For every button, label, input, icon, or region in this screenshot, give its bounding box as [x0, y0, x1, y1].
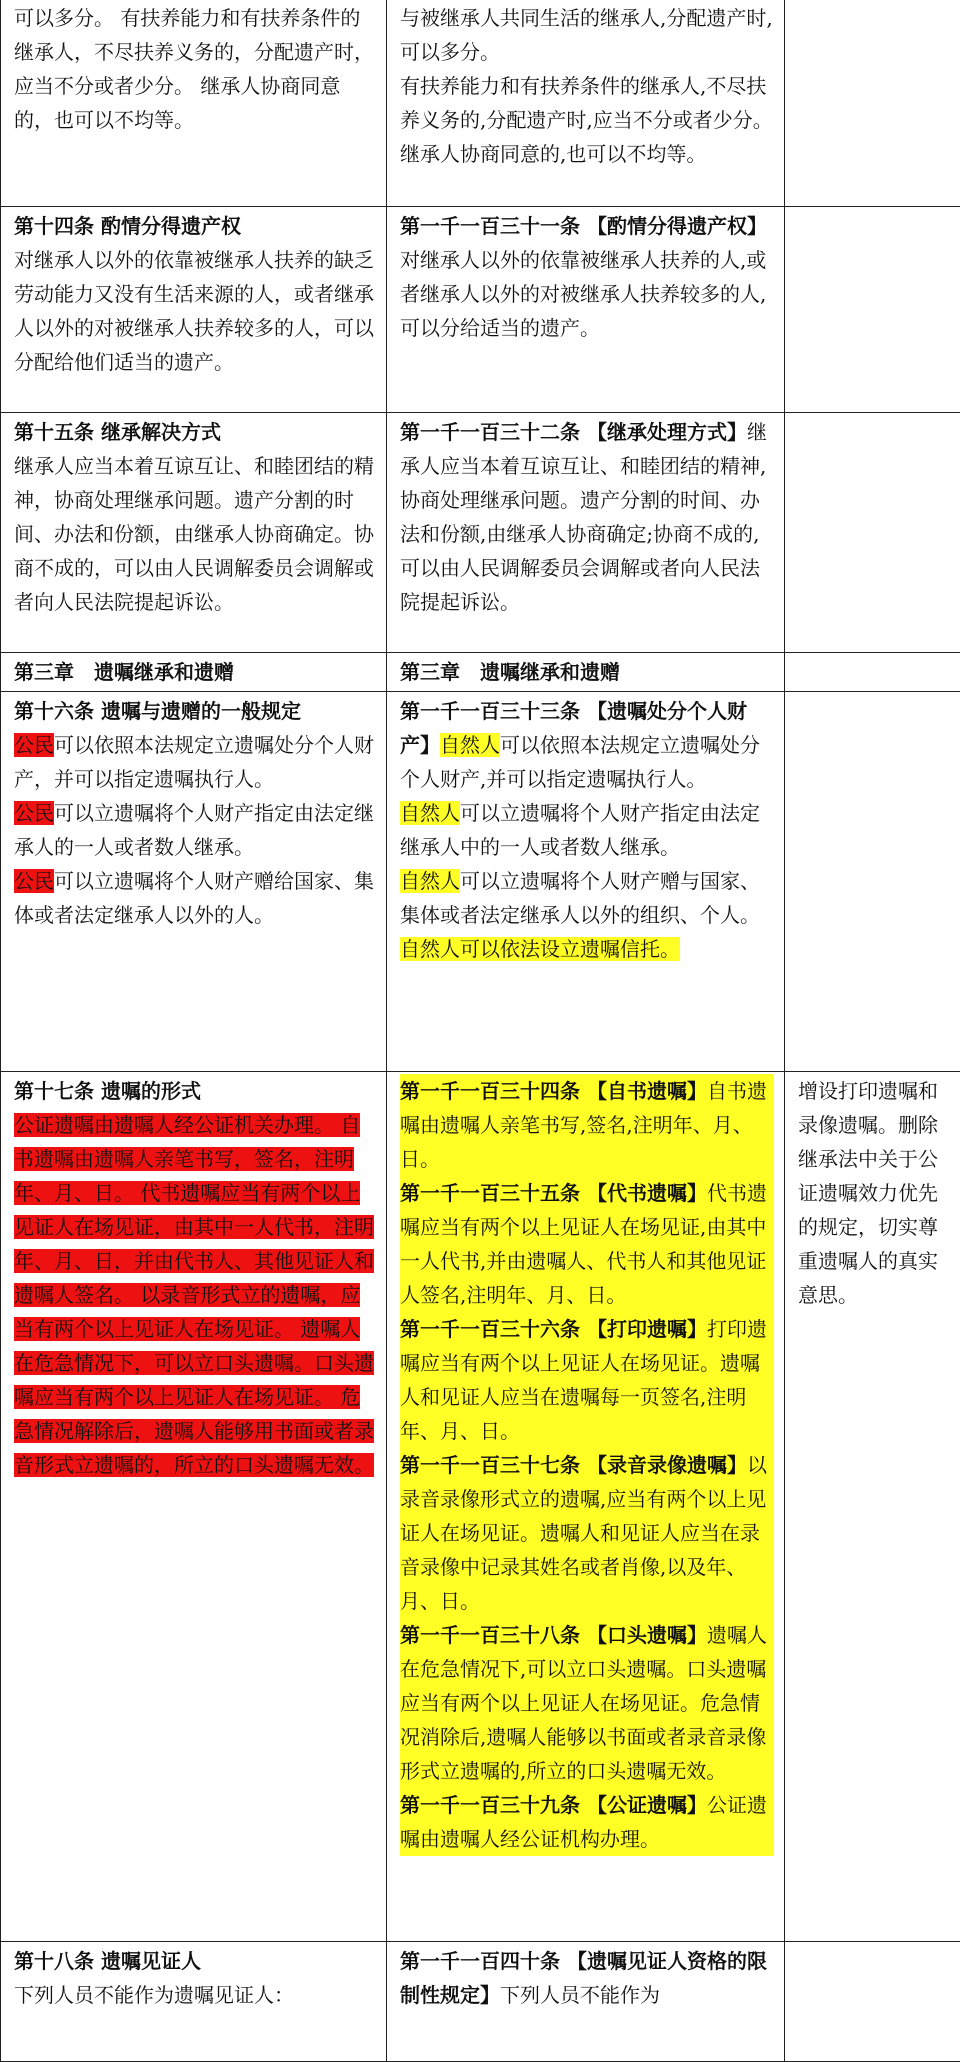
- article-title: 第一千一百三十四条 【自书遗嘱】: [400, 1079, 707, 1103]
- article-title: 第十七条 遗嘱的形式: [14, 1074, 376, 1108]
- text-span: 可以立遗嘱将个人财产赠给国家、集体或者法定继承人以外的人。: [14, 869, 374, 927]
- new-law-text: [400, 1788, 774, 1856]
- new-law-text: [400, 1944, 774, 2012]
- old-law-text: 继承人应当本着互谅互让、和睦团结的精神，协商处理继承问题。遗产分割的时间、办法和份额，由继承人协商确定。协商不成的，可以由人民调解委员会调解或者向人民法院提起诉讼。: [14, 449, 376, 619]
- new-law-cell: [387, 1942, 785, 2062]
- added-highlight: 自然人: [400, 801, 460, 825]
- old-law-cell: [1, 653, 387, 692]
- text-span: 可以依照本法规定立遗嘱处分个人财产，并可以指定遗嘱执行人。: [14, 733, 374, 791]
- chapter-title: 第三章 遗嘱继承和遗赠: [400, 660, 620, 684]
- chapter-title: 第三章 遗嘱继承和遗赠: [14, 660, 234, 684]
- deleted-highlight: 公民: [14, 733, 54, 757]
- article-title: 第一千一百三十二条 【继承处理方式】: [400, 420, 747, 444]
- note-cell: [785, 1942, 960, 2062]
- article-title: 第一千一百三十九条 【公证遗嘱】: [400, 1793, 707, 1817]
- note-cell: [785, 207, 960, 413]
- article-body: 继承人应当本着互谅互让、和睦团结的精神,协商处理继承问题。遗产分割的时间、办法和份额,由继承人协商确定;协商不成的,可以由人民调解委员会调解或者向人民法院提起诉讼。: [400, 420, 767, 614]
- old-law-cell: [1, 0, 387, 207]
- new-law-cell: [387, 1072, 785, 1942]
- article-body: 下列人员不能作为: [500, 1983, 660, 2007]
- article-body: 公证遗嘱由遗嘱人经公证机构办理。: [400, 1793, 767, 1851]
- deleted-highlight: 公民: [14, 869, 54, 893]
- article-body: 自书遗嘱由遗嘱人亲笔书写,签名,注明年、月、日。: [400, 1079, 767, 1171]
- new-law-text: [400, 1618, 774, 1788]
- article-title: 第十五条 继承解决方式: [14, 415, 376, 449]
- text-span: 可以立遗嘱将个人财产指定由法定继承人的一人或者数人继承。: [14, 801, 374, 859]
- article-title: 第一千一百三十三条 【遗嘱处分个人财产】: [400, 699, 747, 757]
- new-law-text: 继承人协商同意的,也可以不均等。: [400, 137, 774, 171]
- new-law-text: 有扶养能力和有扶养条件的继承人,不尽扶养义务的,分配遗产时,应当不分或者少分。: [400, 69, 774, 137]
- table-row: [1, 1072, 960, 1942]
- table-row: [1, 653, 960, 692]
- table-row: [1, 413, 960, 653]
- new-law-text: [400, 932, 774, 966]
- article-body: 打印遗嘱应当有两个以上见证人在场见证。遗嘱人和见证人应当在遗嘱每一页签名,注明年、月、日。: [400, 1317, 767, 1443]
- article-title: 第一千一百三十七条 【录音录像遗嘱】: [400, 1453, 747, 1477]
- added-highlight: 自然人可以依法设立遗嘱信托。: [400, 937, 680, 961]
- text-span: 可以立遗嘱将个人财产指定由法定继承人中的一人或者数人继承。: [400, 801, 760, 859]
- new-law-cell: [387, 653, 785, 692]
- article-title: 第十四条 酌情分得遗产权: [14, 209, 376, 243]
- note-cell: [785, 0, 960, 207]
- new-law-text: [400, 209, 774, 345]
- new-law-text: [400, 1176, 774, 1312]
- new-law-text: [400, 415, 774, 619]
- old-law-cell: [1, 692, 387, 1072]
- old-law-text: 对继承人以外的依靠被继承人扶养的缺乏劳动能力又没有生活来源的人，或者继承人以外的对被继承人扶养较多的人，可以分配给他们适当的遗产。: [14, 243, 376, 379]
- new-law-text: [400, 796, 774, 864]
- article-title: 第一千一百四十条 【遗嘱见证人资格的限制性规定】: [400, 1949, 767, 2007]
- table-row: [1, 1942, 960, 2062]
- added-block: [400, 1074, 774, 1856]
- old-law-text: [14, 796, 376, 864]
- old-law-text: [14, 1108, 376, 1482]
- article-title: 第十八条 遗嘱见证人: [14, 1944, 376, 1978]
- new-law-text: [400, 1448, 774, 1618]
- new-law-text: 与被继承人共同生活的继承人,分配遗产时,可以多分。: [400, 1, 774, 69]
- note-text: 增设打印遗嘱和录像遗嘱。删除继承法中关于公证遗嘱效力优先的规定，切实尊重遗嘱人的真实意思。: [798, 1079, 938, 1307]
- article-title: 第一千一百三十六条 【打印遗嘱】: [400, 1317, 707, 1341]
- article-title: 第一千一百三十五条 【代书遗嘱】: [400, 1181, 707, 1205]
- new-law-text: [400, 864, 774, 932]
- new-law-text: [400, 1074, 774, 1176]
- new-law-cell: [387, 413, 785, 653]
- table-row: [1, 207, 960, 413]
- article-title: 第一千一百三十一条 【酌情分得遗产权】: [400, 214, 767, 238]
- deleted-highlight: 公民: [14, 801, 54, 825]
- note-cell: [785, 1072, 960, 1942]
- deleted-highlight: 公证遗嘱由遗嘱人经公证机关办理。 自书遗嘱由遗嘱人亲笔书写，签名，注明年、月、日。 代书遗嘱应当有两个以上见证人在场见证，由其中一人代书，注明年、月、日，并由代书人、其他见证人和遗嘱人签名。 以录音形式立的遗嘱，应当有两个以上见证人在场见证。 遗嘱人在危急情况下，可以立口头遗嘱。口头遗嘱应当有两个以上见证人在场见证。 危急情况解除后，遗嘱人能够用书面或者录音形式立遗嘱的，所立的口头遗嘱无效。: [14, 1113, 374, 1477]
- old-law-cell: [1, 413, 387, 653]
- old-law-text: [14, 728, 376, 796]
- table-row: [1, 0, 960, 207]
- new-law-cell: [387, 207, 785, 413]
- article-title: 第十六条 遗嘱与遗赠的一般规定: [14, 694, 376, 728]
- text-span: 可以依照本法规定立遗嘱处分个人财产,并可以指定遗嘱执行人。: [400, 733, 760, 791]
- text-span: 可以立遗嘱将个人财产赠与国家、集体或者法定继承人以外的组织、个人。: [400, 869, 760, 927]
- note-cell: [785, 653, 960, 692]
- new-law-cell: [387, 0, 785, 207]
- article-body: 以录音录像形式立的遗嘱,应当有两个以上见证人在场见证。遗嘱人和见证人应当在录音录像中记录其姓名或者肖像,以及年、月、日。: [400, 1453, 767, 1613]
- new-law-cell: [387, 692, 785, 1072]
- old-law-text: [14, 864, 376, 932]
- old-law-text: 可以多分。 有扶养能力和有扶养条件的继承人，不尽扶养义务的，分配遗产时，应当不分或者少分。 继承人协商同意的，也可以不均等。: [14, 1, 376, 137]
- article-body: 代书遗嘱应当有两个以上见证人在场见证,由其中一人代书,并由遗嘱人、代书人和其他见证人签名,注明年、月、日。: [400, 1181, 767, 1307]
- article-body: 遗嘱人在危急情况下,可以立口头遗嘱。口头遗嘱应当有两个以上见证人在场见证。危急情况消除后,遗嘱人能够以书面或者录音录像形式立遗嘱的,所立的口头遗嘱无效。: [400, 1623, 767, 1783]
- old-law-cell: [1, 1942, 387, 2062]
- new-law-text: [400, 1312, 774, 1448]
- new-law-text: [400, 694, 774, 796]
- note-cell: [785, 413, 960, 653]
- added-highlight: 自然人: [440, 733, 500, 757]
- article-title: 第一千一百三十八条 【口头遗嘱】: [400, 1623, 707, 1647]
- article-body: 对继承人以外的依靠被继承人扶养的人,或者继承人以外的对被继承人扶养较多的人,可以分给适当的遗产。: [400, 248, 766, 340]
- table-row: [1, 692, 960, 1072]
- old-law-text: 下列人员不能作为遗嘱见证人：: [14, 1978, 376, 2012]
- added-highlight: 自然人: [400, 869, 460, 893]
- old-law-cell: [1, 1072, 387, 1942]
- note-cell: [785, 692, 960, 1072]
- old-law-cell: [1, 207, 387, 413]
